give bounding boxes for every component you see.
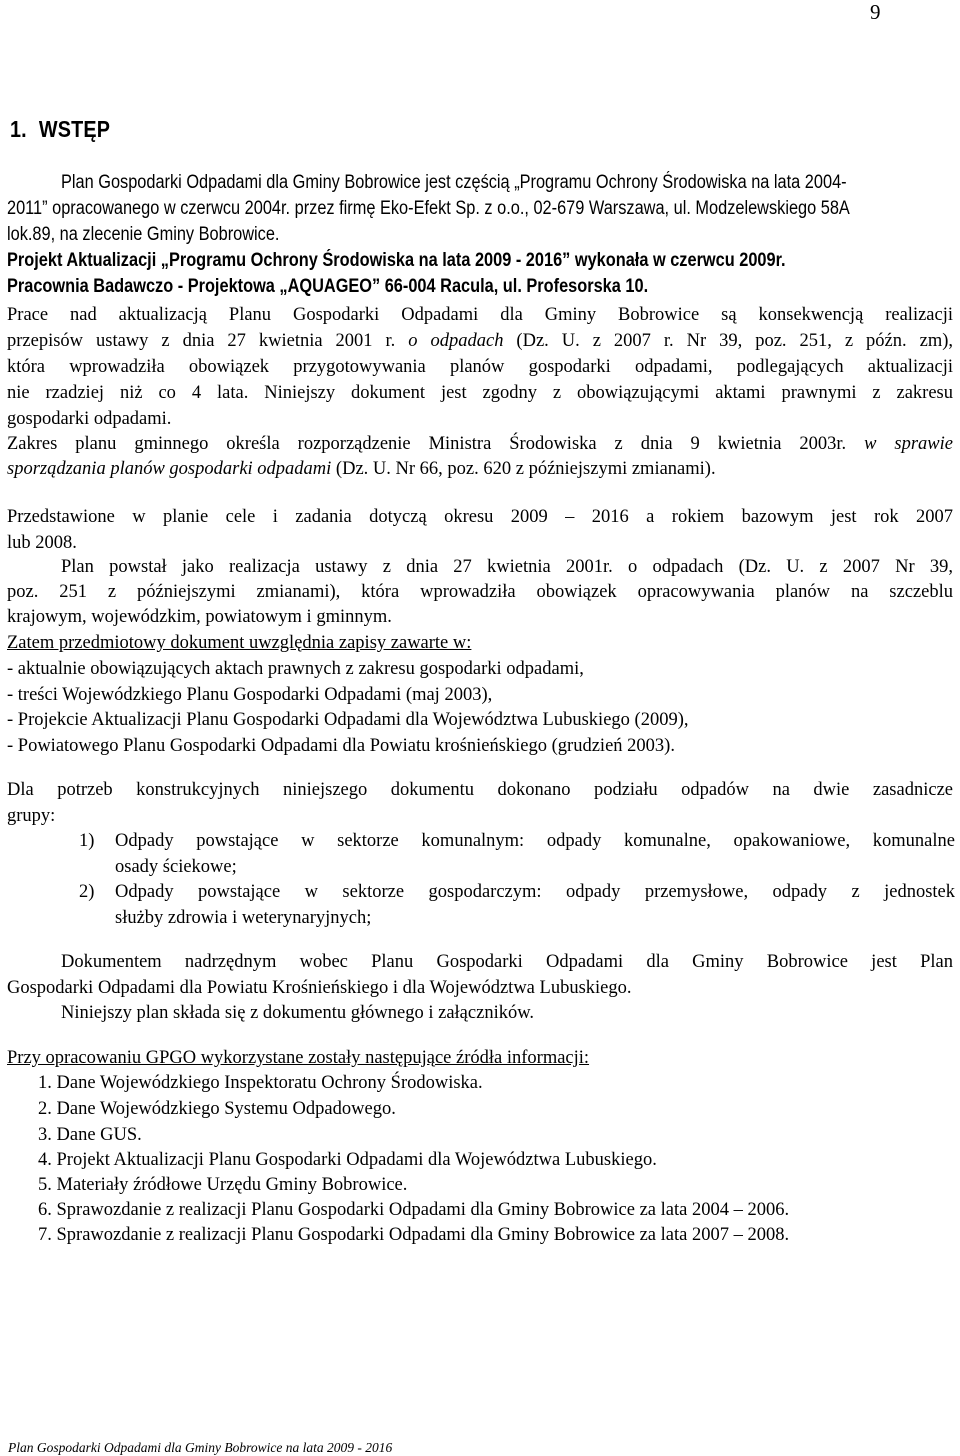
para5-line-2: grupy: (7, 806, 56, 826)
list1-item: - Projekcie Aktualizacji Planu Gospodarki Odpadami dla Województwa Lubuskiego (2009), (7, 710, 689, 730)
para5-line-1: Dla potrzeb konstrukcyjnych niniejszego dokumentu dokonano podziału odpadów na dwie zasadnicze (7, 780, 953, 800)
para1-line-3: która wprowadziła obowiązek przygotowywania planów gospodarki odpadami, podlegających aktualizacji (7, 357, 953, 377)
para4-line-3: krajowym, wojewódzkim, powiatowym i gminnym. (7, 607, 392, 627)
para2-line-2 (7, 457, 716, 483)
para6-line-2: Gospodarki Odpadami dla Powiatu Krośnieńskiego i dla Województwa Lubuskiego. (7, 978, 632, 998)
source-item: 3. Dane GUS. (38, 1125, 142, 1145)
intro-line-1: Plan Gospodarki Odpadami dla Gminy Bobrowice jest częścią „Programu Ochrony Środowiska na lata 2004- (61, 172, 847, 193)
para1-line-1: Prace nad aktualizacją Planu Gospodarki Odpadami dla Gminy Bobrowice są konsekwencją realizacji (7, 305, 953, 325)
page-footer: Plan Gospodarki Odpadami dla Gminy Bobrowice na lata 2009 - 2016 (8, 1440, 393, 1455)
group-line-1: Odpady powstające w sektorze gospodarczym: odpady przemysłowe, odpady z jednostek (115, 882, 955, 902)
source-item: 4. Projekt Aktualizacji Planu Gospodarki Odpadami dla Województwa Lubuskiego. (38, 1150, 657, 1170)
group-line-2: służby zdrowia i weterynaryjnych; (115, 908, 372, 928)
para2-line-1-italic: w sprawie (864, 434, 953, 454)
intro-bold-line-1: Projekt Aktualizacji „Programu Ochrony Środowiska na lata 2009 - 2016” wykonała w czerwcu 2009r. (7, 250, 786, 271)
list1-item: - Powiatowego Planu Gospodarki Odpadami dla Powiatu krośnieńskiego (grudzień 2003). (7, 736, 675, 756)
source-item: 2. Dane Wojewódzkiego Systemu Odpadowego. (38, 1099, 396, 1119)
para4-line-1: Plan powstał jako realizacja ustawy z dnia 27 kwietnia 2001r. o odpadach (Dz. U. z 2007 Nr 39, (61, 557, 953, 577)
source-item: 7. Sprawozdanie z realizacji Planu Gospodarki Odpadami dla Gminy Bobrowice za lata 2007 – 2008. (38, 1225, 790, 1245)
intro-line-3: lok.89, na zlecenie Gminy Bobrowice. (7, 224, 280, 245)
para1-line-2 (7, 329, 953, 355)
heading-title: WSTĘP (38, 116, 111, 142)
list1-title: Zatem przedmiotowy dokument uwzględnia zapisy zawarte w: (7, 633, 472, 653)
list1-item: - treści Wojewódzkiego Planu Gospodarki Odpadami (maj 2003), (7, 685, 493, 705)
para4-line-2: poz. 251 z późniejszymi zmianami), która wprowadziła obowiązek opracowywania planów na szczeblu (7, 582, 953, 602)
para1-line-5: gospodarki odpadami. (7, 409, 172, 429)
para3-line-1: Przedstawione w planie cele i zadania dotyczą okresu 2009 – 2016 a rokiem bazowym jest rok 2007 (7, 507, 953, 527)
para1-line-4: nie rzadziej niż co 4 lata. Niniejszy dokument jest zgodny z obowiązującymi aktami prawnymi z zakresu (7, 383, 953, 403)
intro-bold-line-2: Pracownia Badawczo - Projektowa „AQUAGEO” 66-004 Racula, ul. Profesorska 10. (7, 276, 649, 297)
para3-line-2: lub 2008. (7, 533, 77, 553)
para1-line-2-italic: o odpadach (408, 331, 504, 351)
heading-number: 1. (10, 116, 27, 142)
sources-title: Przy opracowaniu GPGO wykorzystane zostały następujące źródła informacji: (7, 1048, 590, 1068)
para2-line-1 (7, 432, 953, 458)
para1-line-2-a: przepisów ustawy z dnia 27 kwietnia 2001 r. (7, 331, 409, 351)
para2-line-1-a: Zakres planu gminnego określa rozporządzenie Ministra Środowiska z dnia 9 kwietnia 2003r. (7, 434, 865, 454)
source-item: 5. Materiały źródłowe Urzędu Gminy Bobrowice. (38, 1175, 408, 1195)
section-heading (10, 116, 110, 143)
list1-item: - aktualnie obowiązujących aktach prawnych z zakresu gospodarki odpadami, (7, 659, 584, 679)
source-item: 1. Dane Wojewódzkiego Inspektoratu Ochrony Środowiska. (38, 1073, 483, 1093)
intro-line-2: 2011” opracowanego w czerwcu 2004r. przez firmę Eko-Efekt Sp. z o.o., 02-679 Warszawa, ul. Modzelewskiego 58A (7, 198, 850, 219)
group-line-1: Odpady powstające w sektorze komunalnym: odpady komunalne, opakowaniowe, komunalne (115, 831, 955, 851)
page-number: 9 (870, 0, 881, 24)
group-line-2: osady ściekowe; (115, 857, 237, 877)
para6-line-1: Dokumentem nadrzędnym wobec Planu Gospodarki Odpadami dla Gminy Bobrowice jest Plan (61, 952, 953, 972)
para6-line-3: Niniejszy plan składa się z dokumentu głównego i załączników. (61, 1003, 534, 1023)
para2-line-2-b: (Dz. U. Nr 66, poz. 620 z późniejszymi zmianami). (331, 459, 716, 479)
para2-line-2-italic: sporządzania planów gospodarki odpadami (7, 459, 332, 479)
para1-line-2-c: (Dz. U. z 2007 r. Nr 39, poz. 251, z późn. zm), (503, 331, 953, 351)
group-number: 1) (79, 831, 95, 851)
source-item: 6. Sprawozdanie z realizacji Planu Gospodarki Odpadami dla Gminy Bobrowice za lata 2004 – 2006. (38, 1200, 790, 1220)
group-number: 2) (79, 882, 95, 902)
